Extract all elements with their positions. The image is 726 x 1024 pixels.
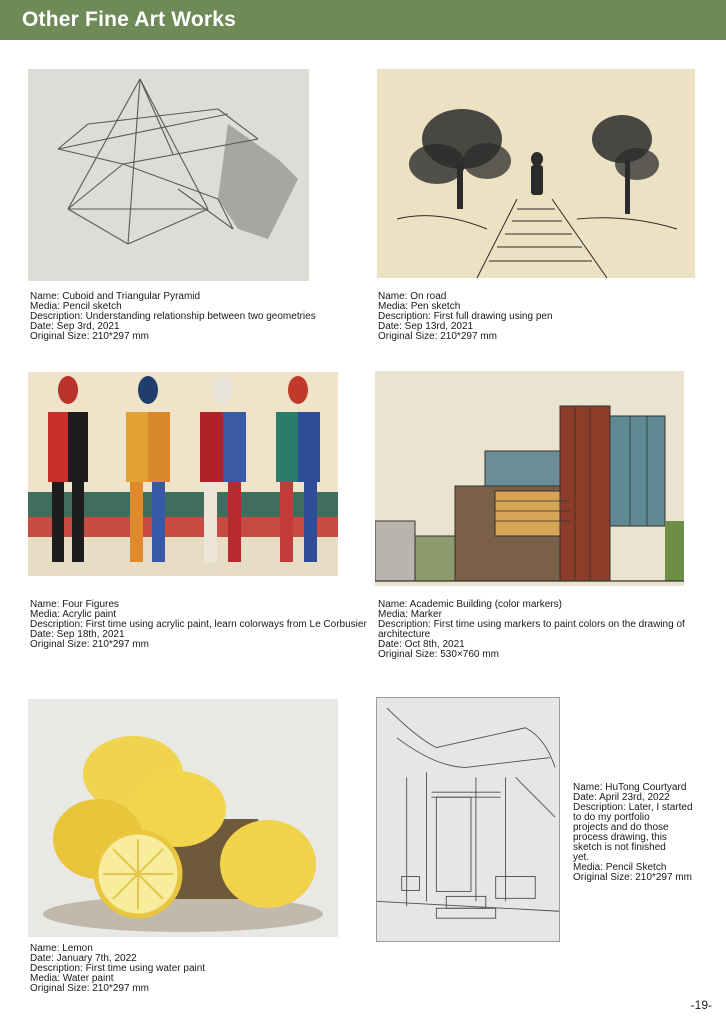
- work-description-line: process drawing, this: [573, 832, 667, 843]
- work-description: Description: First time using markers to paint colors on the drawing of: [378, 619, 685, 630]
- artwork-hutong-courtyard: [376, 697, 560, 942]
- work-size: Original Size: 210*297 mm: [378, 331, 497, 342]
- work-media: Media: Pencil sketch: [30, 301, 122, 312]
- artwork-on-road: [377, 69, 695, 278]
- work-description-line: to do my portfolio: [573, 812, 650, 823]
- work-media: Media: Water paint: [30, 973, 114, 984]
- work-name: Name: Academic Building (color markers): [378, 599, 562, 610]
- work-description-cont: architecture: [378, 629, 431, 640]
- work-name: Name: Four Figures: [30, 599, 119, 610]
- work-description-line: sketch is not finished: [573, 842, 666, 853]
- work-size: Original Size: 210*297 mm: [30, 983, 149, 994]
- work-description: Description: First time using acrylic paint, learn colorways from Le Corbusier: [30, 619, 367, 630]
- artwork-cuboid-pyramid: [28, 69, 309, 281]
- artwork-academic-building: [375, 371, 684, 586]
- work-date: Date: Oct 8th, 2021: [378, 639, 465, 650]
- work-size: Original Size: 210*297 mm: [573, 872, 692, 883]
- work-size: Original Size: 210*297 mm: [30, 331, 149, 342]
- caption-lemon: [30, 944, 205, 994]
- work-description-line: Description: Later, I started: [573, 802, 693, 813]
- work-media: Media: Marker: [378, 609, 442, 620]
- caption-on-road: [378, 292, 553, 342]
- work-media: Media: Pencil Sketch: [573, 862, 667, 873]
- work-size: Original Size: 210*297 mm: [30, 639, 149, 650]
- work-date: Date: Sep 18th, 2021: [30, 629, 125, 640]
- work-name: Name: Lemon: [30, 943, 93, 954]
- work-name: Name: Cuboid and Triangular Pyramid: [30, 291, 201, 302]
- work-date: Date: Sep 3rd, 2021: [30, 321, 120, 332]
- caption-hutong-courtyard: [573, 783, 713, 883]
- page-number: -19-: [690, 998, 712, 1012]
- caption-four-figures: [30, 600, 367, 650]
- work-description-line: projects and do those: [573, 822, 669, 833]
- caption-cuboid-pyramid: [30, 292, 316, 342]
- work-name: Name: On road: [378, 291, 447, 302]
- page-header: [0, 0, 726, 40]
- work-description: Description: Understanding relationship between two geometries: [30, 311, 316, 322]
- work-name: Name: HuTong Courtyard: [573, 782, 687, 793]
- page-title: Other Fine Art Works: [22, 8, 237, 31]
- work-date: Date: Sep 13rd, 2021: [378, 321, 474, 332]
- work-description: Description: First full drawing using pen: [378, 311, 553, 322]
- work-description: Description: First time using water paint: [30, 963, 206, 974]
- work-description-line: yet.: [573, 852, 590, 863]
- work-date: Date: April 23rd, 2022: [573, 792, 670, 803]
- work-media: Media: Pen sketch: [378, 301, 461, 312]
- caption-academic-building: [378, 600, 685, 660]
- artwork-lemon: [28, 699, 338, 937]
- artwork-four-figures: [28, 372, 338, 576]
- work-media: Media: Acrylic paint: [30, 609, 117, 620]
- work-size: Original Size: 530×760 mm: [378, 649, 499, 660]
- work-date: Date: January 7th, 2022: [30, 953, 137, 964]
